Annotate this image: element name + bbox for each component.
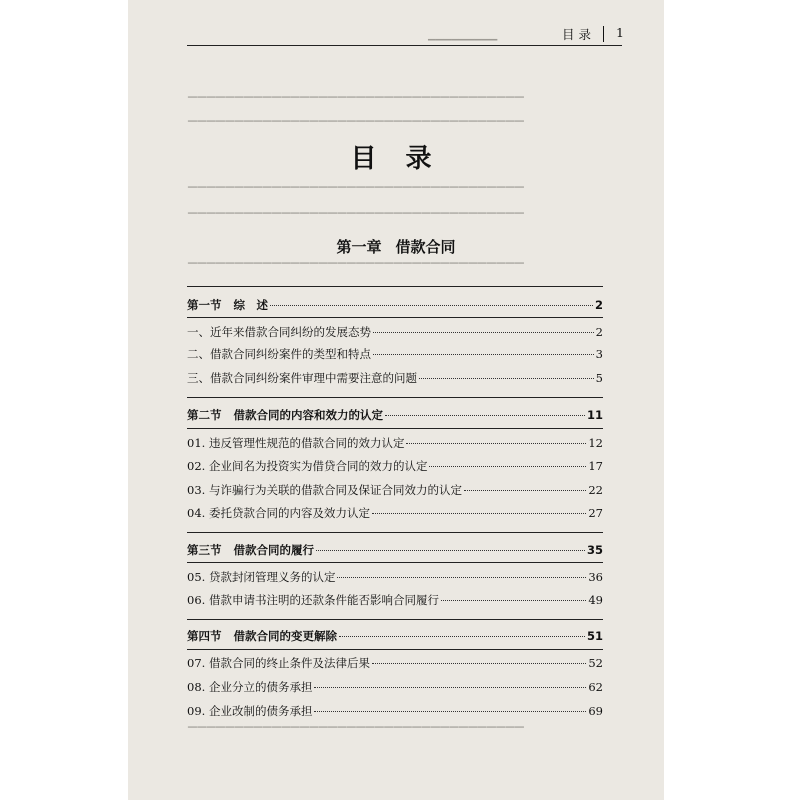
bleed-through-text: ▔▔▔▔▔▔▔▔▔▔▔▔▔▔▔▔▔▔▔▔▔▔▔▔▔▔▔▔▔▔▔▔▔▔▔▔ xyxy=(188,212,525,226)
section-page: 51 xyxy=(586,629,603,643)
section-rule xyxy=(187,428,603,429)
toc-entry[interactable] xyxy=(187,435,603,453)
section-page: 11 xyxy=(586,408,603,422)
entry-page: 5 xyxy=(595,371,603,385)
bleed-through-text: ▔▔▔▔▔▔▔▔▔▔▔▔▔▔▔▔▔▔▔▔▔▔▔▔▔▔▔▔▔▔▔▔▔▔▔▔ xyxy=(188,186,525,200)
entry-title: 三、借款合同纠纷案件审理中需要注意的问题 xyxy=(187,371,417,385)
entry-title: 09. 企业改制的债务承担 xyxy=(187,704,313,718)
entry-title: 06. 借款申请书注明的还款条件能否影响合同履行 xyxy=(187,593,439,607)
section-number: 第三节 xyxy=(187,543,222,557)
section-rule xyxy=(187,562,603,563)
entry-page: 12 xyxy=(588,436,603,450)
section-number: 第四节 xyxy=(187,629,222,643)
entry-page: 2 xyxy=(595,325,603,339)
header-bleed-through: ▁▁▁▁▁▁▁▁▁ xyxy=(428,30,498,41)
entry-page: 22 xyxy=(588,483,603,497)
toc-entry[interactable] xyxy=(187,679,603,697)
section-rule xyxy=(187,649,603,650)
toc-section[interactable] xyxy=(187,628,603,646)
chapter-name: 借款合同 xyxy=(395,238,456,256)
leader-dots xyxy=(406,443,586,444)
toc-entry[interactable] xyxy=(187,324,603,342)
entry-page: 49 xyxy=(588,593,603,607)
leader-dots xyxy=(314,711,586,712)
bleed-through-text: ▔▔▔▔▔▔▔▔▔▔▔▔▔▔▔▔▔▔▔▔▔▔▔▔▔▔▔▔▔▔▔▔▔▔▔▔ xyxy=(188,726,525,740)
toc-top-rule xyxy=(187,286,603,287)
leader-dots xyxy=(464,490,586,491)
toc-entry[interactable] xyxy=(187,458,603,476)
toc-entry[interactable] xyxy=(187,703,603,721)
entry-page: 62 xyxy=(588,680,603,694)
entry-page: 17 xyxy=(588,459,603,473)
entry-page: 27 xyxy=(588,506,603,520)
leader-dots xyxy=(385,415,585,416)
header-separator xyxy=(603,26,604,42)
section-page: 2 xyxy=(594,298,603,312)
leader-dots xyxy=(429,466,586,467)
book-page xyxy=(128,0,664,800)
chapter-number: 第一章 xyxy=(336,238,382,256)
section-title: 综 述 xyxy=(233,298,268,312)
entry-title: 01. 违反管理性规范的借款合同的效力认定 xyxy=(187,436,405,450)
section-title: 借款合同的内容和效力的认定 xyxy=(233,408,383,422)
bleed-through-text: ▔▔▔▔▔▔▔▔▔▔▔▔▔▔▔▔▔▔▔▔▔▔▔▔▔▔▔▔▔▔▔▔▔▔▔▔ xyxy=(188,120,525,134)
entry-title: 07. 借款合同的终止条件及法律后果 xyxy=(187,656,370,670)
entry-title: 03. 与诈骗行为关联的借款合同及保证合同效力的认定 xyxy=(187,483,462,497)
section-page: 35 xyxy=(586,543,603,557)
bleed-through-text: ▔▔▔▔▔▔▔▔▔▔▔▔▔▔▔▔▔▔▔▔▔▔▔▔▔▔▔▔▔▔▔▔▔▔▔▔ xyxy=(188,262,525,276)
bleed-through-text: ▔▔▔▔▔▔▔▔▔▔▔▔▔▔▔▔▔▔▔▔▔▔▔▔▔▔▔▔▔▔▔▔▔▔▔▔ xyxy=(188,96,525,110)
entry-page: 3 xyxy=(595,347,603,361)
entry-title: 一、近年来借款合同纠纷的发展态势 xyxy=(187,325,371,339)
toc-section[interactable] xyxy=(187,407,603,425)
running-header-label: 目 录 xyxy=(562,27,591,42)
toc-entry[interactable] xyxy=(187,370,603,388)
chapter-heading xyxy=(128,236,664,257)
leader-dots xyxy=(372,513,586,514)
toc-entry[interactable] xyxy=(187,505,603,523)
section-rule xyxy=(187,532,603,533)
section-number: 第一节 xyxy=(187,298,222,312)
entry-title: 05. 贷款封闭管理义务的认定 xyxy=(187,570,336,584)
section-rule xyxy=(187,317,603,318)
leader-dots xyxy=(316,550,585,551)
section-rule xyxy=(187,397,603,398)
toc-section[interactable] xyxy=(187,542,603,560)
entry-title: 02. 企业间名为投资实为借贷合同的效力的认定 xyxy=(187,459,428,473)
entry-page: 36 xyxy=(588,570,603,584)
toc-entry[interactable] xyxy=(187,655,603,673)
running-header-page-number: 1 xyxy=(616,25,624,40)
leader-dots xyxy=(314,687,586,688)
header-rule xyxy=(187,45,622,46)
section-title: 借款合同的变更解除 xyxy=(233,629,337,643)
leader-dots xyxy=(372,663,586,664)
entry-title: 04. 委托贷款合同的内容及效力认定 xyxy=(187,506,370,520)
entry-page: 52 xyxy=(588,656,603,670)
leader-dots xyxy=(339,636,585,637)
leader-dots xyxy=(270,305,593,306)
entry-page: 69 xyxy=(588,704,603,718)
toc-section[interactable] xyxy=(187,297,603,315)
toc-entry[interactable] xyxy=(187,592,603,610)
leader-dots xyxy=(441,600,586,601)
page-title: 目 录 xyxy=(350,144,442,174)
section-rule xyxy=(187,619,603,620)
entry-title: 08. 企业分立的债务承担 xyxy=(187,680,313,694)
leader-dots xyxy=(373,354,594,355)
leader-dots xyxy=(419,378,594,379)
section-number: 第二节 xyxy=(187,408,222,422)
toc-entry[interactable] xyxy=(187,482,603,500)
toc-entry[interactable] xyxy=(187,346,603,364)
section-title: 借款合同的履行 xyxy=(233,543,314,557)
toc-entry[interactable] xyxy=(187,569,603,587)
entry-title: 二、借款合同纠纷案件的类型和特点 xyxy=(187,347,371,361)
leader-dots xyxy=(337,577,586,578)
leader-dots xyxy=(373,332,594,333)
